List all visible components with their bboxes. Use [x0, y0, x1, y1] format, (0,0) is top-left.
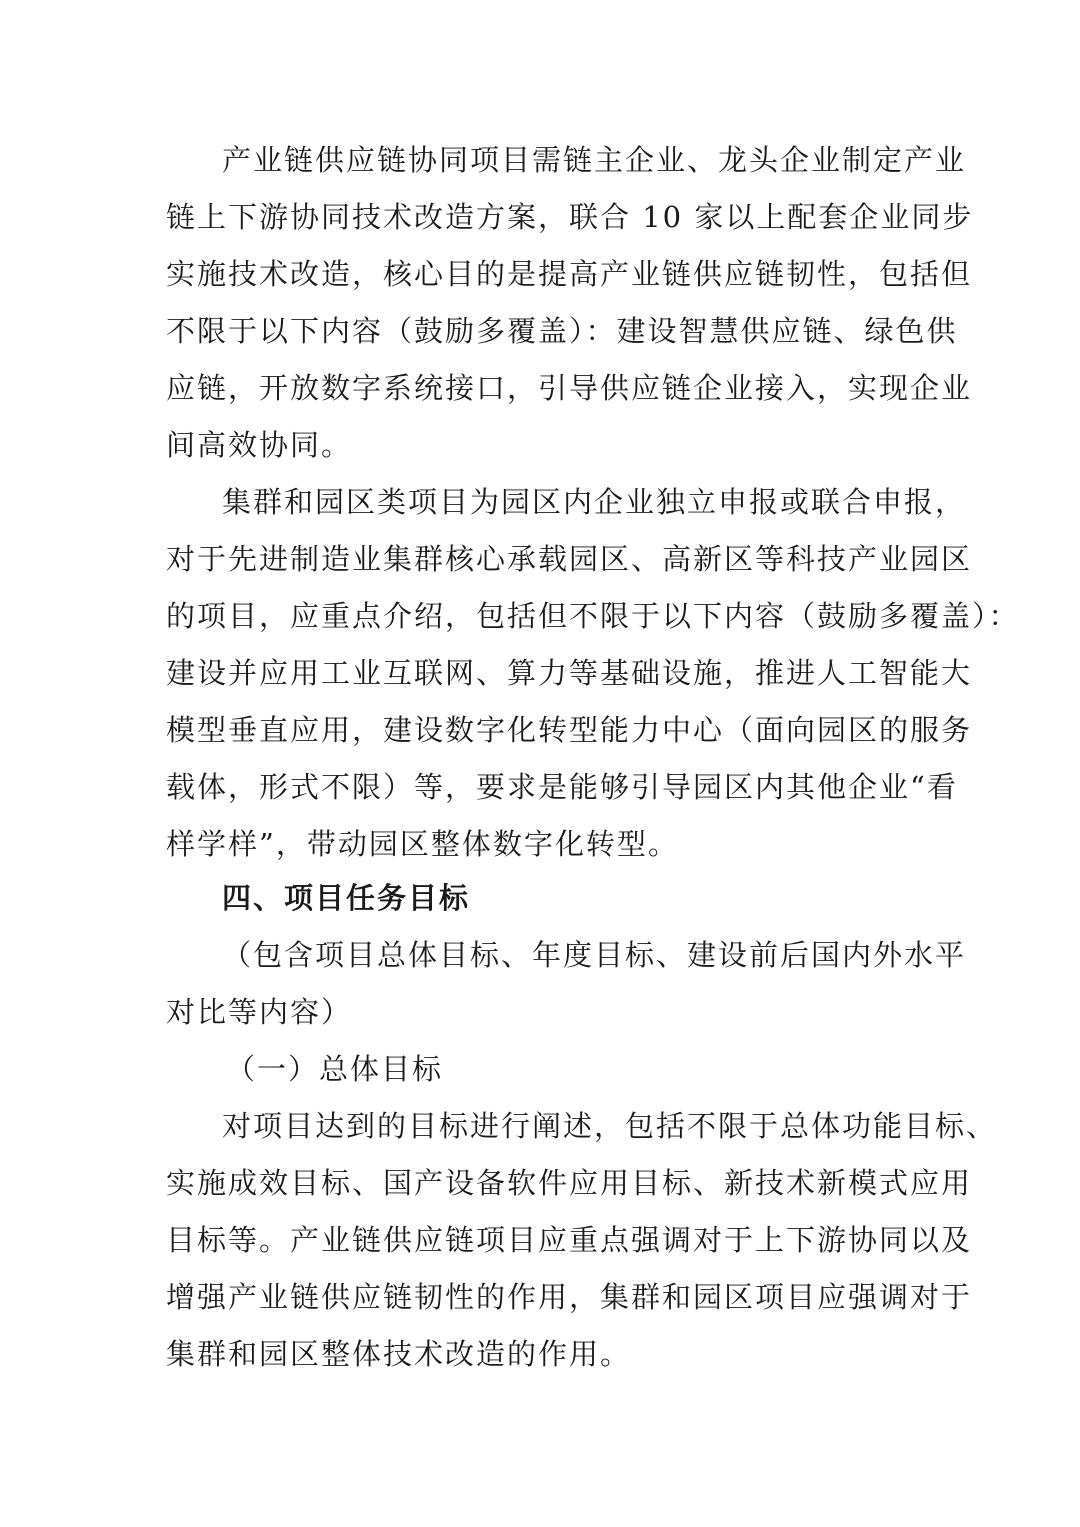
paragraph-3-line-3: 目标等。产业链供应链项目应重点强调对于上下游协同以及 — [166, 1223, 973, 1257]
paragraph-1-line-2: 链上下游协同技术改造方案，联合 10 家以上配套企业同步 — [166, 200, 974, 234]
paragraph-2-line-1: 集群和园区类项目为园区内企业独立申报或联合申报， — [222, 485, 967, 519]
paragraph-2-line-4: 建设并应用工业互联网、算力等基础设施，推进人工智能大 — [166, 656, 973, 690]
paragraph-3-line-5: 集群和园区整体技术改造的作用。 — [166, 1337, 632, 1371]
paragraph-3-line-2: 实施成效目标、国产设备软件应用目标、新技术新模式应用 — [166, 1166, 973, 1200]
section-heading: 四、项目任务目标 — [222, 881, 471, 915]
paragraph-1-line-3: 实施技术改造，核心目的是提高产业链供应链韧性，包括但 — [166, 257, 973, 291]
paragraph-2-line-5: 模型垂直应用，建设数字化转型能力中心（面向园区的服务 — [166, 713, 973, 747]
section-note-line-2: 对比等内容） — [166, 995, 353, 1029]
paragraph-3-line-4: 增强产业链供应链韧性的作用，集群和园区项目应强调对于 — [166, 1280, 973, 1314]
paragraph-2-line-2: 对于先进制造业集群核心承载园区、高新区等科技产业园区 — [166, 542, 973, 576]
paragraph-1-line-6: 间高效协同。 — [166, 428, 353, 462]
paragraph-1-line-1: 产业链供应链协同项目需链主企业、龙头企业制定产业 — [222, 143, 967, 177]
subsection-heading: （一）总体目标 — [226, 1052, 444, 1086]
paragraph-1-line-4: 不限于以下内容（鼓励多覆盖）：建设智慧供应链、绿色供 — [166, 314, 958, 348]
section-note-line-1: （包含项目总体目标、年度目标、建设前后国内外水平 — [222, 938, 967, 972]
paragraph-3-line-1: 对项目达到的目标进行阐述，包括不限于总体功能目标、 — [222, 1109, 998, 1143]
paragraph-2-line-7: 样学样”，带动园区整体数字化转型。 — [166, 827, 679, 861]
paragraph-2-line-3: 的项目，应重点介绍，包括但不限于以下内容（鼓励多覆盖）： — [166, 599, 1020, 633]
paragraph-2-line-6: 载体，形式不限）等，要求是能够引导园区内其他企业“看 — [166, 770, 958, 804]
paragraph-1-line-5: 应链，开放数字系统接口，引导供应链企业接入，实现企业 — [166, 371, 973, 405]
